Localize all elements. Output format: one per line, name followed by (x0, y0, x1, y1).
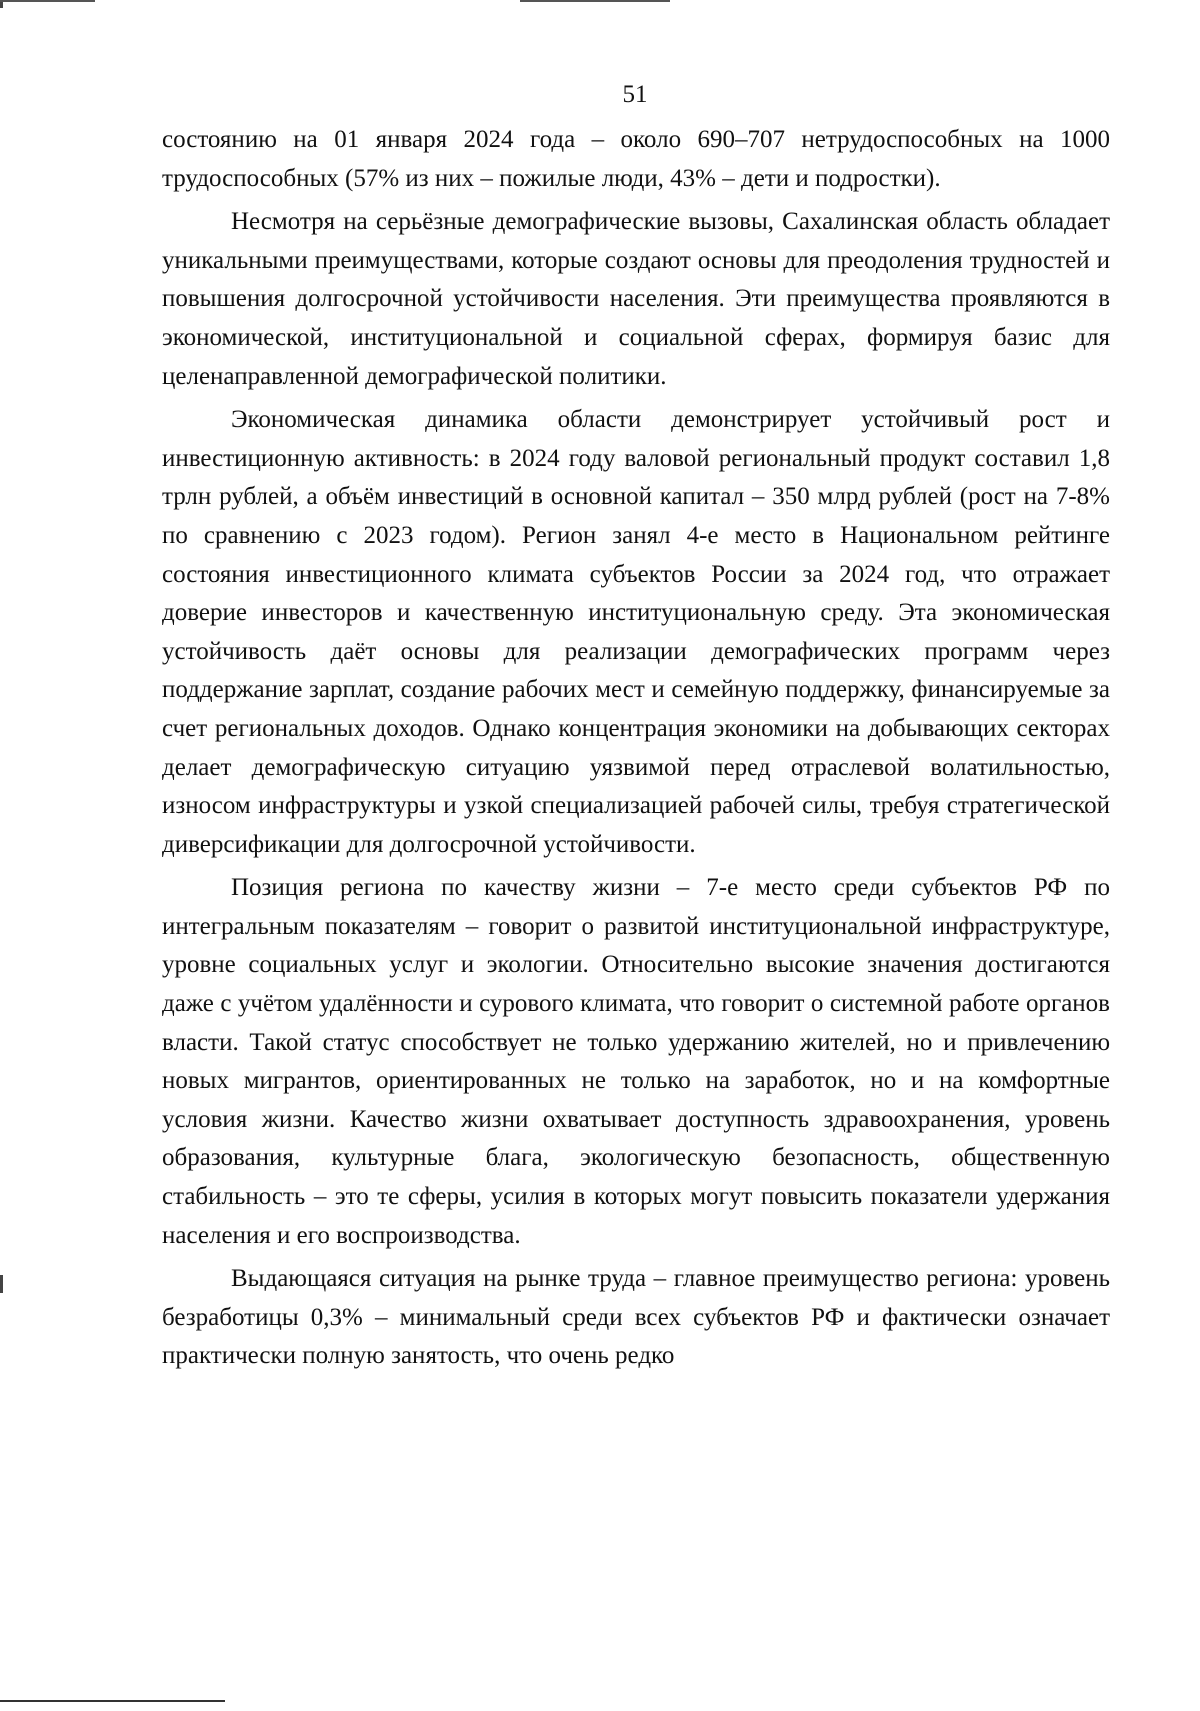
scan-top-rule (520, 0, 670, 2)
paragraph: Несмотря на серьёзные демографические вызовы, Сахалинская область обладает уникальными преимуществами, которые создают основы для преодоления трудностей и повышения долгосрочной устойчивости населения. Эти преимущества проявляются в экономической, институциональной и социальной сферах, формируя базис для целенаправленной демографической политики. (162, 208, 1110, 390)
scan-bottom-rule (0, 1700, 225, 1702)
page-number: 51 (622, 81, 648, 108)
paragraph: Экономическая динамика области демонстрирует устойчивый рост и инвестиционную активность: в 2024 году валовой региональный продукт составил 1,8 трлн рублей, а объём инвестиций в основной капитал – 350 млрд рублей (рост на 7-8% по сравнению с 2023 годом). Регион занял 4-е место в Национальном рейтинге состояния инвестиционного климата субъектов России за 2024 год, что отражает доверие инвесторов и качественную институциональную среду. Эта экономическая устойчивость даёт основы для реализации демографических программ через поддержание зарплат, создание рабочих мест и семейную поддержку, финансируемые за счет региональных доходов. Однако концентрация экономики на добывающих секторах делает демографическую ситуацию уязвимой перед отраслевой волатильностью, износом инфраструктуры и узкой специализацией рабочей силы, требуя стратегической диверсификации для долгосрочной устойчивости. (162, 406, 1110, 858)
scan-edge-mark (0, 1275, 3, 1293)
paragraph: состоянию на 01 января 2024 года – около 690–707 нетрудоспособных на 1000 трудоспособных (57% из них – пожилые люди, 43% – дети и подростки). (162, 126, 1110, 192)
paragraph: Позиция региона по качеству жизни – 7-е место среди субъектов РФ по интегральным показателям – говорит о развитой институциональной инфраструктуре, уровне социальных услуг и экологии. Относительно высокие значения достигаются даже с учётом удалённости и сурового климата, что говорит о системной работе органов власти. Такой статус способствует не только удержанию жителей, но и привлечению новых мигрантов, ориентированных не только на заработок, но и на комфортные условия жизни. Качество жизни охватывает доступность здравоохранения, уровень образования, культурные блага, экологическую безопасность, общественную стабильность – это те сферы, усилия в которых могут повысить показатели удержания населения и его воспроизводства. (162, 874, 1110, 1249)
body-text (162, 121, 1110, 1376)
scan-top-rule (0, 0, 95, 2)
paragraph: Выдающаяся ситуация на рынке труда – главное преимущество региона: уровень безработицы 0,3% – минимальный среди всех субъектов РФ и фактически означает практически полную занятость, что очень редко (162, 1265, 1110, 1370)
